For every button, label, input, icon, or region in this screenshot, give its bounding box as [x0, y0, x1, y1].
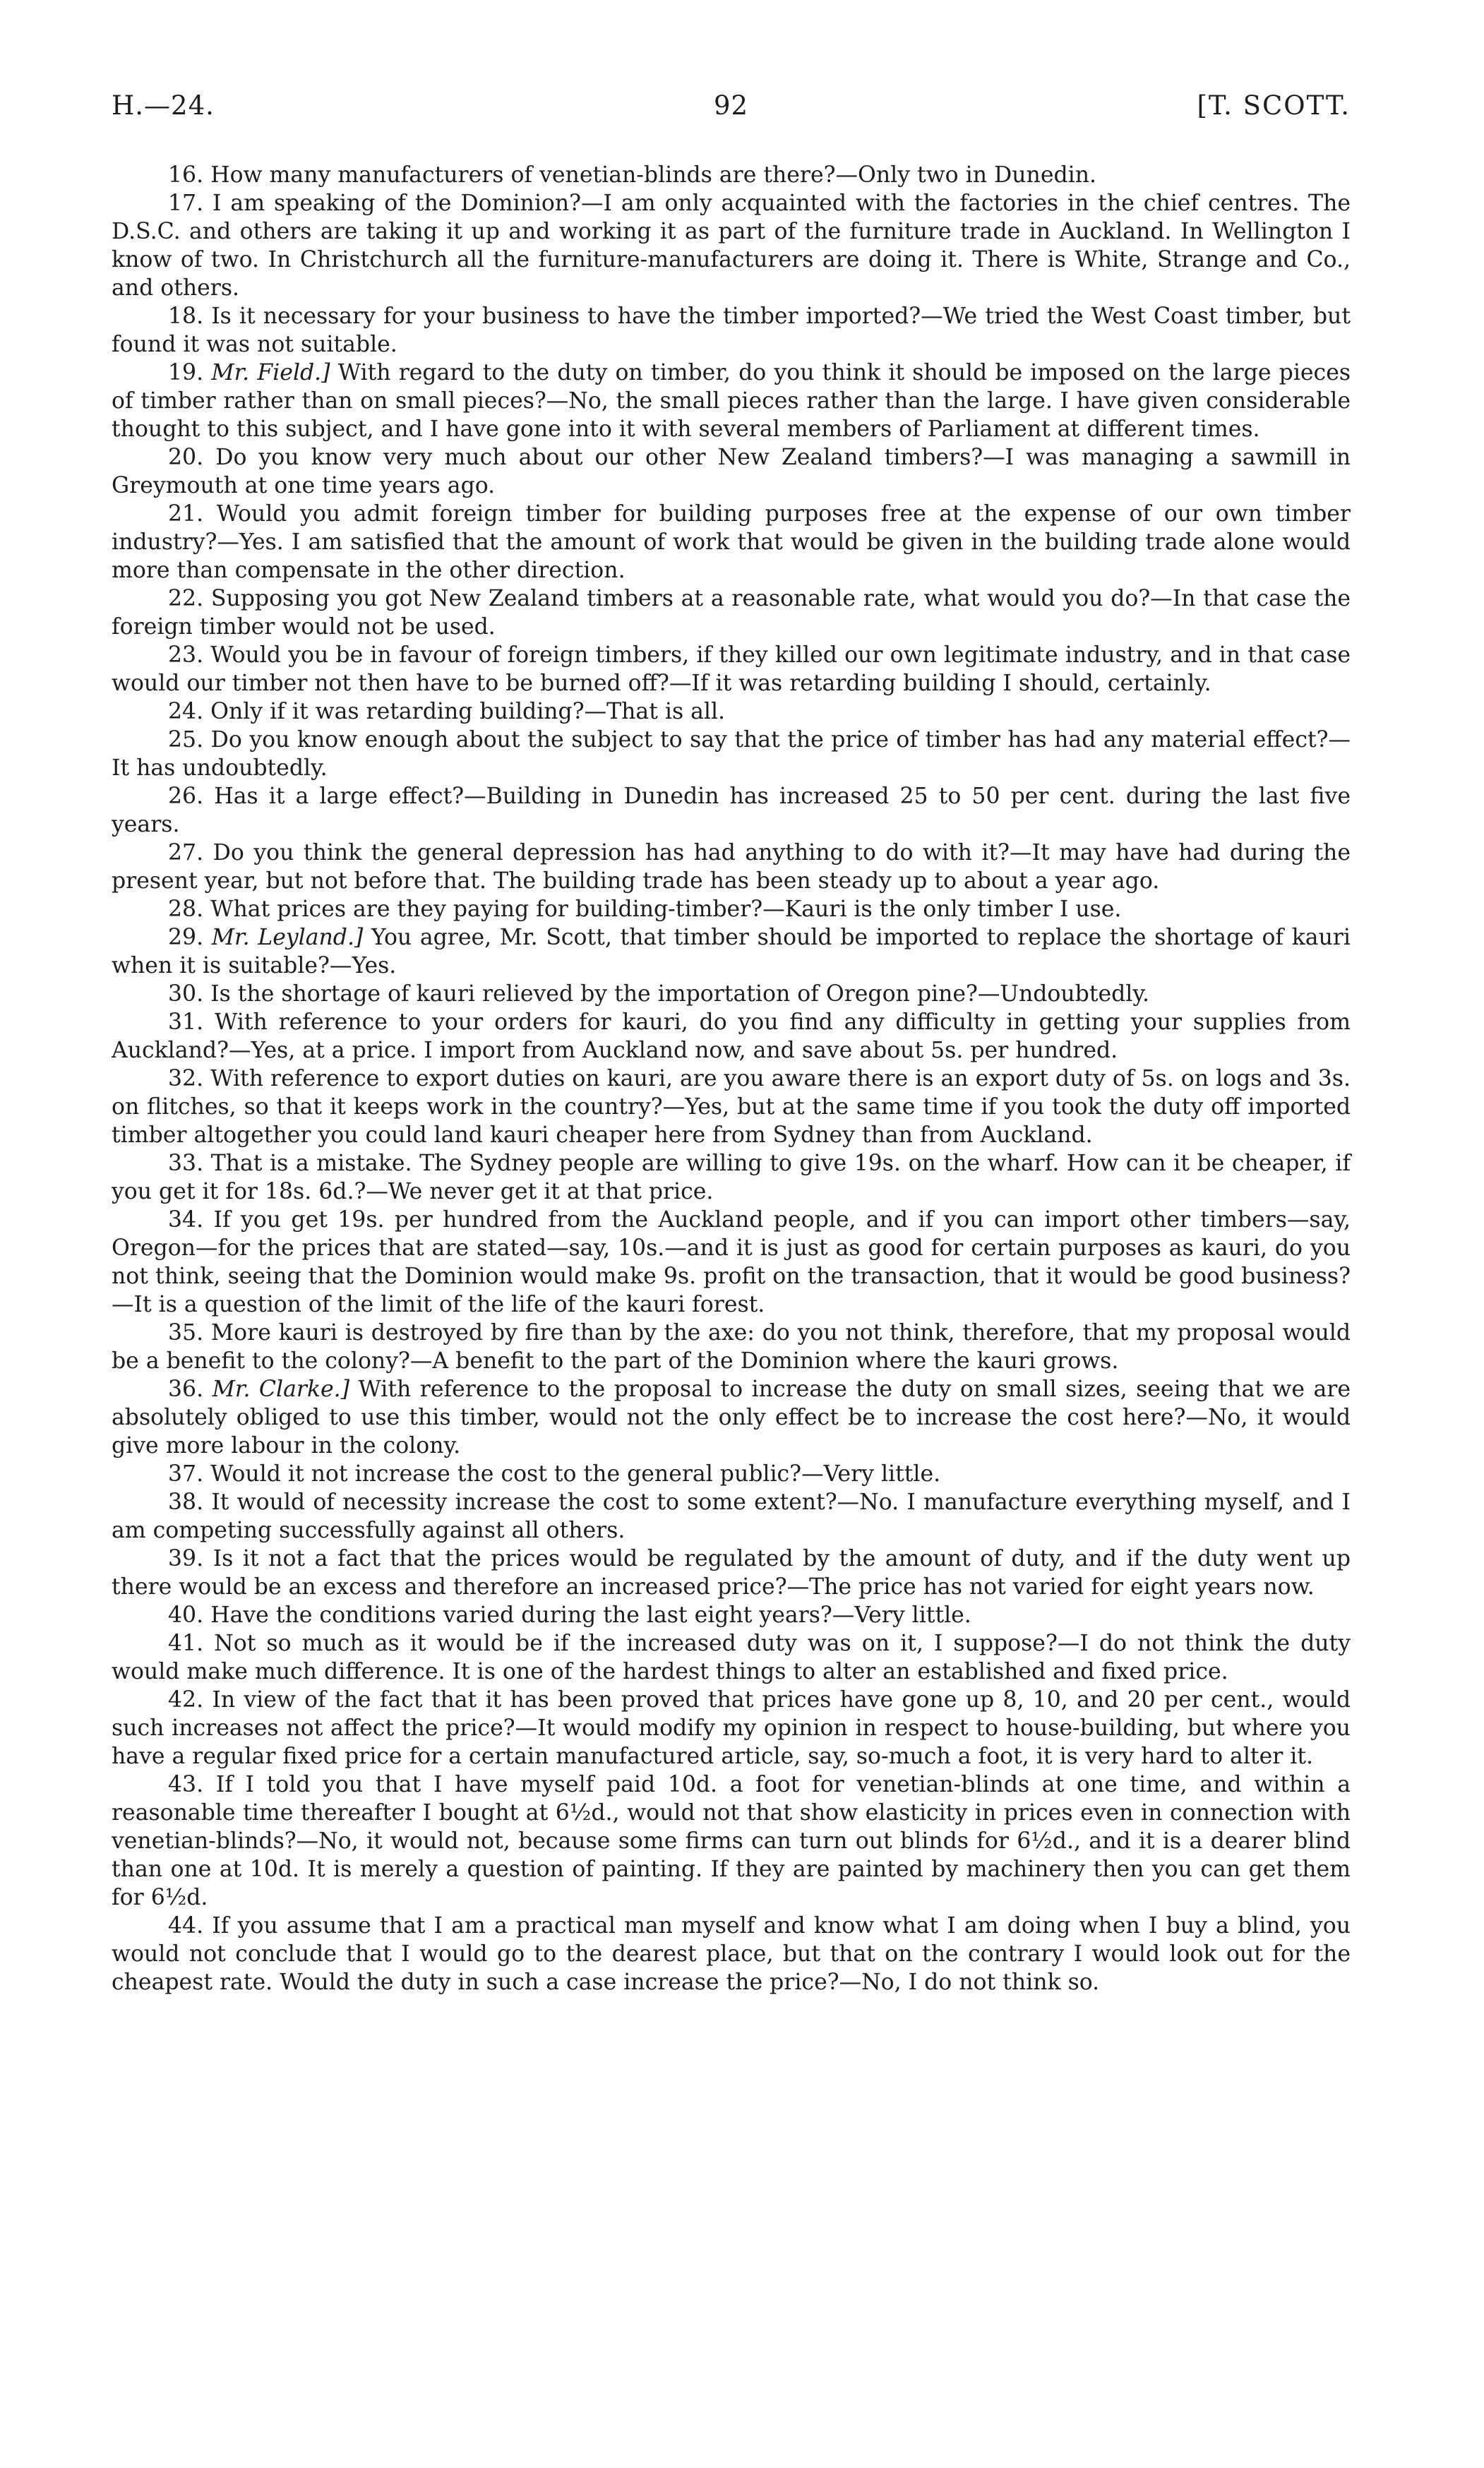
- answer-text: Yes, at a price. I import from Auckland now, and save about 5s. per hundred.: [251, 1038, 1118, 1063]
- question-text: Do you know very much about our other New Zealand timbers?—: [215, 445, 1005, 470]
- answer-text: In that case the foreign timber would not be used.: [112, 586, 1351, 640]
- qa-paragraph: [112, 1375, 1351, 1460]
- qa-paragraph: [112, 923, 1351, 980]
- question-number: 36.: [168, 1377, 204, 1402]
- answer-text: Very little.: [854, 1603, 971, 1628]
- question-text: How many manufacturers of venetian-blinds are there?—: [210, 162, 858, 188]
- qa-paragraph: [112, 1629, 1351, 1686]
- answer-text: Building in Dunedin has increased 25 to 50 per cent. during the last five years.: [112, 784, 1351, 837]
- answer-text: It would modify my opinion in respect to house-building, but where you have a regular fixed price for a certain manufactured article, say, so-much a foot, it is very hard to alter it.: [112, 1715, 1351, 1769]
- qa-paragraph: [112, 1601, 1351, 1629]
- qa-paragraph: [112, 161, 1351, 189]
- answer-text: If it was retarding building I should, certainly.: [691, 671, 1211, 696]
- question-text: Only if it was retarding building?—: [210, 699, 607, 724]
- question-text: It would of necessity increase the cost to some extent?—: [211, 1490, 860, 1515]
- speaker-name: Mr. Field.]: [211, 360, 330, 385]
- question-text: In view of the fact that it has been proved that prices have gone up 8, 10, and 20 per cent., would such increases not affect the price?—: [112, 1687, 1351, 1741]
- question-text: Supposing you got New Zealand timbers at a reasonable rate, what would you do?—: [210, 586, 1173, 611]
- question-number: 38.: [168, 1490, 204, 1515]
- question-text: You agree, Mr. Scott, that timber should be imported to replace the shortage of kauri when it is suitable?—: [112, 925, 1351, 978]
- qa-paragraph: [112, 1319, 1351, 1375]
- qa-paragraph: [112, 895, 1351, 923]
- qa-paragraph: [112, 980, 1351, 1008]
- question-number: 39.: [168, 1546, 204, 1571]
- qa-paragraph: [112, 1912, 1351, 1996]
- question-text: That is a mistake. The Sydney people are willing to give 19s. on the wharf. How can it be cheaper, if you get it for 18s. 6d.?—: [112, 1151, 1351, 1204]
- qa-paragraph: [112, 443, 1351, 500]
- question-number: 21.: [168, 501, 204, 527]
- answer-text: Yes.: [352, 953, 397, 978]
- speaker-name: Mr. Clarke.]: [212, 1377, 349, 1402]
- qa-paragraph: [112, 585, 1351, 641]
- qa-paragraph: [112, 839, 1351, 895]
- qa-paragraph: [112, 1545, 1351, 1601]
- document-reference: H.—24.: [112, 90, 215, 121]
- question-number: 41.: [168, 1631, 204, 1656]
- answer-text: We tried the West Coast timber, but found it was not suitable.: [112, 304, 1351, 357]
- question-text: Has it a large effect?—: [214, 784, 486, 809]
- answer-text: The price has not varied for eight years now.: [809, 1574, 1315, 1600]
- question-number: 17.: [168, 191, 204, 216]
- question-number: 19.: [168, 360, 204, 385]
- question-text: Is it not a fact that the prices would be regulated by the amount of duty, and if the duty went up there would be an excess and therefore an increased price?—: [112, 1546, 1351, 1600]
- question-number: 37.: [168, 1461, 204, 1487]
- answer-text: It has undoubtedly.: [112, 755, 328, 781]
- question-text: With reference to the proposal to increase the duty on small sizes, seeing that we are absolutely obliged to use this timber, would not the only effect be to increase the cost here?—: [112, 1377, 1351, 1430]
- page-number: 92: [713, 90, 749, 121]
- question-text: More kauri is destroyed by fire than by the axe: do you not think, therefore, that my proposal would be a benefit to the colony?—: [112, 1320, 1351, 1374]
- question-number: 22.: [168, 586, 204, 611]
- answer-text: Yes. I am satisfied that the amount of work that would be given in the building trade alone would more than compensate in the other direction.: [112, 529, 1351, 583]
- qa-paragraph: [112, 1206, 1351, 1319]
- answer-text: Yes, but at the same time if you took the duty off imported timber altogether you could land kauri cheaper here from Sydney than from Auckland.: [112, 1094, 1351, 1148]
- answer-text: I am only acquainted with the factories in the chief centres. The D.S.C. and others are taking it up and working it as part of the furniture trade in Auckland. In Wellington I know of two. In Christchurch all the furniture-manufacturers are doing it. There is White, Strange and Co., and others.: [112, 191, 1351, 301]
- question-number: 34.: [168, 1207, 204, 1233]
- question-text: Do you think the general depression has had anything to do with it?—: [213, 840, 1032, 865]
- qa-paragraph: [112, 1771, 1351, 1912]
- question-number: 43.: [168, 1772, 204, 1797]
- question-text: Would you admit foreign timber for building purposes free at the expense of our own timber industry?—: [112, 501, 1351, 555]
- answer-text: That is all.: [606, 699, 726, 724]
- qa-paragraph: [112, 1065, 1351, 1149]
- answer-text: It may have had during the present year, but not before that. The building trade has been steady up to about a year ago.: [112, 840, 1351, 894]
- question-number: 40.: [168, 1603, 204, 1628]
- question-text: Is it necessary for your business to have the timber imported?—: [211, 304, 943, 329]
- question-text: Not so much as it would be if the increased duty was on it, I suppose?—: [214, 1631, 1080, 1656]
- question-text: With regard to the duty on timber, do you think it should be imposed on the large pieces of timber rather than on small pieces?—: [112, 360, 1351, 414]
- answer-text: No, it would not, because some firms can turn out blinds for 6½d., and it is a dearer blind than one at 10d. It is merely a question of painting. If they are painted by machinery then you can get them for 6½d.: [112, 1828, 1351, 1910]
- question-number: 42.: [168, 1687, 204, 1713]
- qa-paragraph: [112, 500, 1351, 585]
- question-number: 16.: [168, 162, 204, 188]
- answer-text: No. I manufacture everything myself, and I am competing successfully against all others.: [112, 1490, 1351, 1543]
- answer-text: A benefit to the part of the Dominion where the kauri grows.: [432, 1348, 1119, 1374]
- question-text: I am speaking of the Dominion?—: [213, 191, 604, 216]
- question-number: 27.: [168, 840, 204, 865]
- qa-paragraph: [112, 1149, 1351, 1206]
- question-text: What prices are they paying for building-timber?—: [210, 897, 785, 922]
- qa-paragraph: [112, 1008, 1351, 1065]
- qa-paragraph: [112, 782, 1351, 839]
- question-number: 44.: [168, 1913, 204, 1939]
- answer-text: Kauri is the only timber I use.: [784, 897, 1122, 922]
- question-text: Would you be in favour of foreign timbers, if they killed our own legitimate industry, and in that case would our timber not then have to be burned off?—: [112, 642, 1351, 696]
- answer-text: No, it would give more labour in the colony.: [112, 1405, 1351, 1458]
- question-text: If you get 19s. per hundred from the Auckland people, and if you can import other timbers—say, Oregon—for the prices that are stated—say, 10s.—and it is just as good for certain purposes as kauri, do you not think, seeing that the Dominion would make 9s. profit on the transaction, that it would be good business?—: [112, 1207, 1351, 1317]
- question-text: Is the shortage of kauri relieved by the importation of Oregon pine?—: [210, 981, 1000, 1007]
- witness-name: [T. SCOTT.: [1197, 90, 1351, 121]
- answer-text: Very little.: [823, 1461, 941, 1487]
- speaker-name: Mr. Leyland.]: [211, 925, 364, 950]
- answer-text: I was managing a sawmill in Greymouth at one time years ago.: [112, 445, 1351, 498]
- question-text: Do you know enough about the subject to say that the price of timber has had any material effect?—: [210, 727, 1351, 753]
- testimony-body: [112, 161, 1351, 1996]
- question-text: With reference to export duties on kauri, are you aware there is an export duty of 5s. on logs and 3s. on flitches, so that it keeps work in the country?—: [112, 1066, 1351, 1120]
- question-number: 33.: [168, 1151, 204, 1176]
- question-text: Would it not increase the cost to the general public?—: [210, 1461, 824, 1487]
- question-number: 30.: [168, 981, 204, 1007]
- question-number: 29.: [168, 925, 204, 950]
- qa-paragraph: [112, 189, 1351, 302]
- answer-text: We never get it at that price.: [388, 1179, 714, 1204]
- question-number: 28.: [168, 897, 204, 922]
- answer-text: No, I do not think so.: [861, 1970, 1100, 1995]
- question-text: With reference to your orders for kauri, do you find any difficulty in getting your supplies from Auckland?—: [112, 1010, 1351, 1063]
- question-number: 18.: [168, 304, 204, 329]
- question-number: 32.: [168, 1066, 204, 1091]
- qa-paragraph: [112, 641, 1351, 697]
- qa-paragraph: [112, 1460, 1351, 1488]
- question-number: 35.: [168, 1320, 204, 1346]
- answer-text: No, the small pieces rather than the large. I have given considerable thought to this subject, and I have gone into it with several members of Parliament at different times.: [112, 388, 1351, 442]
- question-number: 31.: [168, 1010, 204, 1035]
- question-number: 23.: [168, 642, 204, 668]
- qa-paragraph: [112, 726, 1351, 782]
- question-number: 26.: [168, 784, 204, 809]
- question-text: Have the conditions varied during the last eight years?—: [210, 1603, 855, 1628]
- qa-paragraph: [112, 1488, 1351, 1545]
- question-text: If you assume that I am a practical man myself and know what I am doing when I buy a blind, you would not conclude that I would go to the dearest place, but that on the contrary I would look out for the cheapest rate. Would the duty in such a case increase the price?—: [112, 1913, 1351, 1995]
- qa-paragraph: [112, 697, 1351, 726]
- question-text: If I told you that I have myself paid 10d. a foot for venetian-blinds at one time, and within a reasonable time thereafter I bought at 6½d., would not that show elasticity in prices even in connection with venetian-blinds?—: [112, 1772, 1351, 1854]
- question-number: 24.: [168, 699, 204, 724]
- qa-paragraph: [112, 302, 1351, 359]
- qa-paragraph: [112, 1686, 1351, 1771]
- answer-text: Undoubtedly.: [1000, 981, 1149, 1007]
- answer-text: Only two in Dunedin.: [858, 162, 1097, 188]
- answer-text: I do not think the duty would make much difference. It is one of the hardest things to alter an established and fixed price.: [112, 1631, 1351, 1684]
- question-number: 20.: [168, 445, 204, 470]
- page-header: [112, 90, 1351, 133]
- question-number: 25.: [168, 727, 204, 753]
- qa-paragraph: [112, 359, 1351, 443]
- answer-text: It is a question of the limit of the life of the kauri forest.: [133, 1292, 765, 1317]
